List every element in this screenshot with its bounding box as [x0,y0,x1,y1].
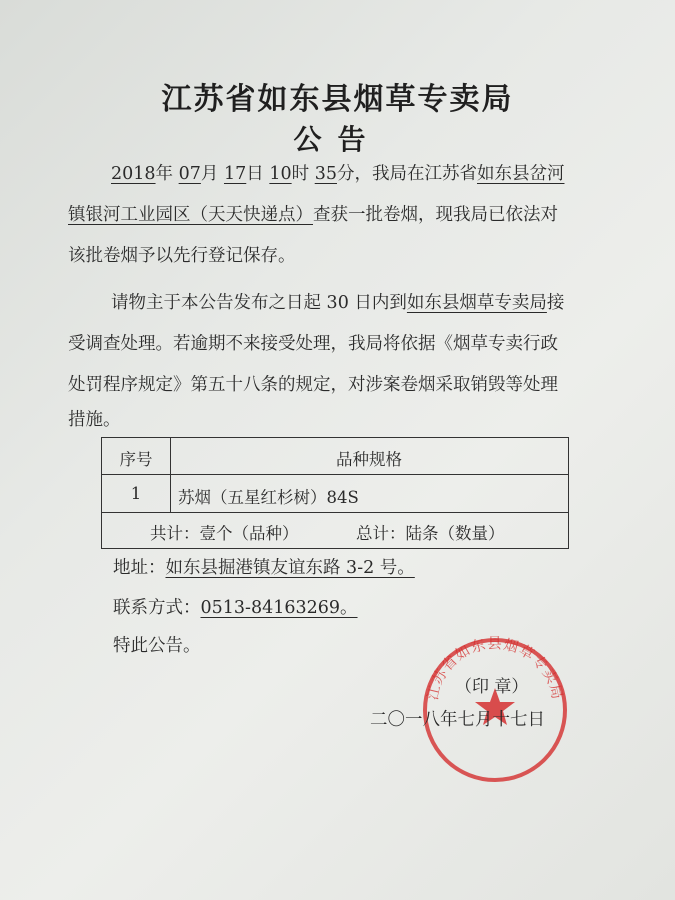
hour-unit: 时 [291,164,310,184]
closing-line: 特此公告。 [113,636,201,656]
month-unit: 月 [200,164,219,184]
address-line [113,548,415,588]
seizure-place-part-1: 如东县岔河 [476,164,565,184]
notice-date: 二〇一八年七月十七日 [370,710,545,730]
paragraph-2-text-end: 接 [546,293,565,313]
table-row-number: 1 [130,484,142,503]
paragraph-1-line-2 [68,195,558,235]
paragraph-1-line-3: 该批卷烟予以先行登记保存。 [68,246,296,266]
paragraph-1-text-2: 查获一批卷烟，现我局已依法对 [313,205,558,225]
seizure-place-part-2: 镇银河工业园区（天天快递点） [68,205,313,225]
document-subtitle: 公告 [293,123,382,156]
table-divider [102,474,568,475]
year-unit: 年 [155,164,174,184]
table-header-spec: 品种规格 [336,450,402,469]
document-title: 江苏省如东县烟草专卖局 [161,82,514,117]
total-count-label: 总计： [356,524,406,543]
table-total-row [150,520,299,544]
phone-line [113,588,358,628]
paragraph-1-text: 分，我局在江苏省 [336,164,477,184]
total-kinds: 壹个（品种） [199,524,299,543]
seized-items-table [101,437,569,549]
seizure-minute: 35 [314,164,337,184]
seizure-month: 07 [178,164,201,184]
paragraph-2-text: 请物主于本公告发布之日起 30 日内到 [111,293,407,313]
seizure-hour: 10 [269,164,292,184]
day-unit: 日 [246,164,264,184]
phone-label: 联系方式： [113,598,201,618]
tobacco-bureau-name: 如东县烟草专卖局 [406,293,547,313]
phone-value: 0513-84163269。 [200,598,358,618]
paragraph-2-line-2: 受调查处理。若逾期不来接受处理，我局将依据《烟草专卖行政 [68,334,558,354]
table-row-spec: 苏烟（五星红杉树）84S [178,488,359,507]
seizure-year: 2018 [111,164,156,184]
address-value: 如东县掘港镇友谊东路 3-2 号。 [165,558,415,578]
total-label: 共计： [150,524,200,543]
seal-label: （印 章） [455,677,529,697]
paragraph-2-line-1 [111,283,564,323]
seizure-day: 17 [223,164,247,184]
paragraph-2-line-3: 处罚程序规定》第五十八条的规定，对涉案卷烟采取销毁等处理 [68,375,558,395]
total-count: 陆条（数量） [405,524,505,543]
table-divider [102,512,568,513]
address-label: 地址： [113,558,166,578]
paragraph-1-line-1 [111,154,564,194]
seal-ring-text: 江苏省如东县烟草专卖局 [425,636,565,702]
paragraph-2-line-4: 措施。 [68,410,121,430]
table-header-number: 序号 [119,450,153,469]
table-grand-total [356,520,505,544]
